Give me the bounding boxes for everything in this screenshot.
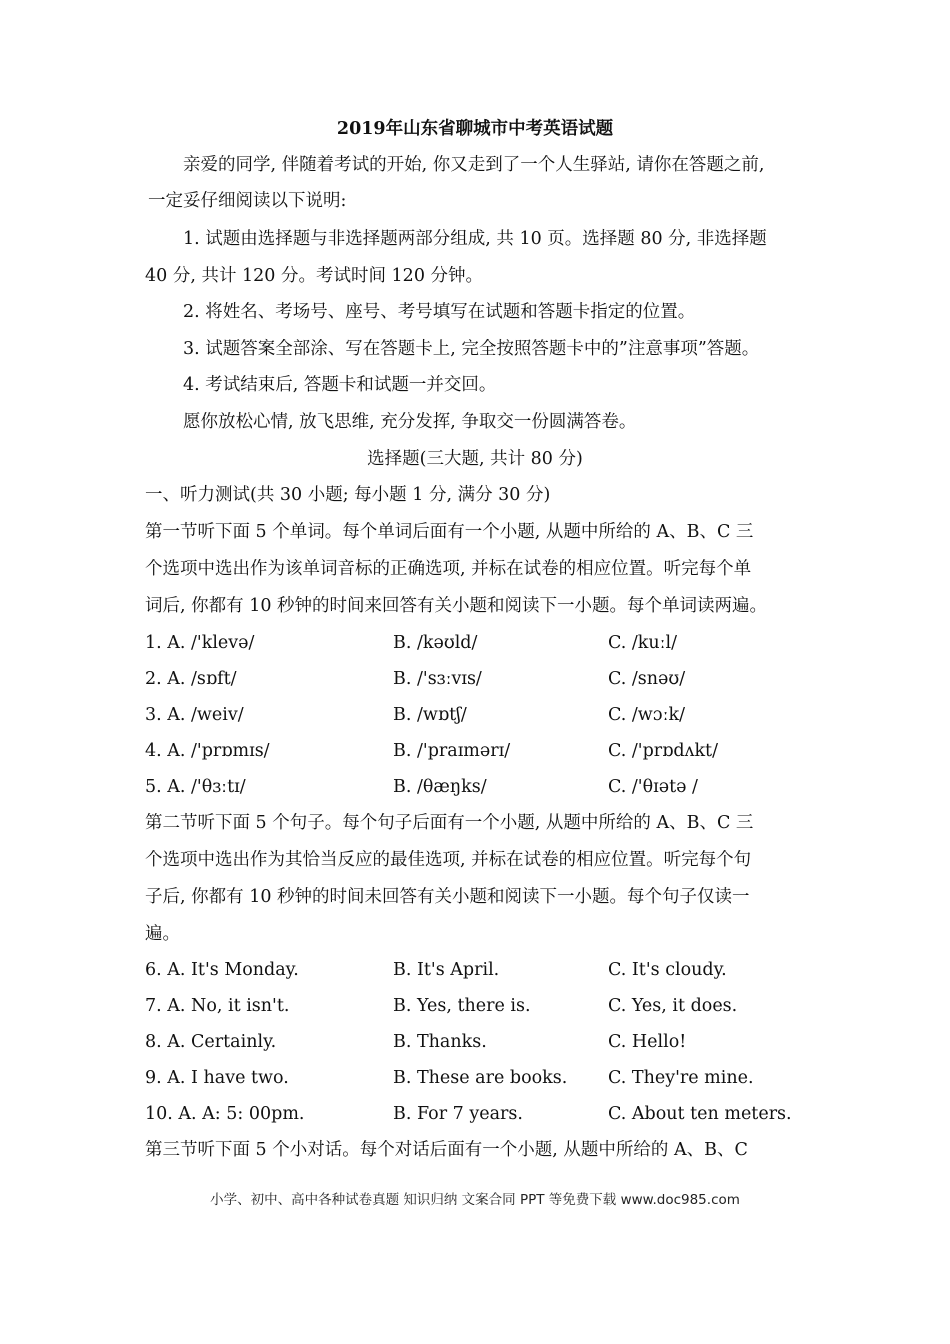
option-b: B. /kəʊld/	[393, 633, 478, 653]
sec1-line-1: 第一节听下面 5 个单词。每个单词后面有一个小题, 从题中所给的 A、B、C 三	[145, 522, 754, 542]
question-row	[145, 958, 825, 982]
instruction-1-line-2: 40 分, 共计 120 分。考试时间 120 分钟。	[145, 266, 484, 286]
option-a: 4. A. /'prɒmɪs/	[145, 741, 270, 761]
option-c: C. About ten meters.	[608, 1104, 792, 1124]
question-row	[145, 667, 825, 691]
instruction-2: 2. 将姓名、考场号、座号、考号填写在试题和答题卡指定的位置。	[183, 302, 696, 322]
footer-link[interactable]: 小学、初中、高中各种试卷真题 知识归纳 文案合同 PPT 等免费下载 www.doc985.com	[210, 1192, 740, 1208]
question-row	[145, 631, 825, 655]
question-row	[145, 703, 825, 727]
option-c: C. Hello!	[608, 1032, 687, 1052]
sec1-line-2: 个选项中选出作为该单词音标的正确选项, 并标在试卷的相应位置。听完每个单	[145, 559, 752, 579]
option-b: B. Thanks.	[393, 1032, 487, 1052]
option-b: B. These are books.	[393, 1068, 568, 1088]
option-c: C. /kuːl/	[608, 633, 678, 653]
option-b: B. /wɒtʃ/	[393, 705, 467, 725]
option-c: C. /'prɒdʌkt/	[608, 741, 718, 761]
instruction-1-line-1: 1. 试题由选择题与非选择题两部分组成, 共 10 页。选择题 80 分, 非选择题	[183, 229, 767, 249]
option-a: 1. A. /'klevə/	[145, 633, 255, 653]
option-a: 10. A. A: 5: 00pm.	[145, 1104, 305, 1124]
sec2-line-1: 第二节听下面 5 个句子。每个句子后面有一个小题, 从题中所给的 A、B、C 三	[145, 813, 754, 833]
option-b: B. /'sɜːvɪs/	[393, 669, 482, 689]
option-a: 5. A. /'θɜːtɪ/	[145, 777, 246, 797]
question-row	[145, 1030, 825, 1054]
option-a: 9. A. I have two.	[145, 1068, 289, 1088]
question-row	[145, 775, 825, 799]
section-header: 选择题(三大题, 共计 80 分)	[367, 449, 583, 469]
option-c: C. Yes, it does.	[608, 996, 738, 1016]
question-row	[145, 994, 825, 1018]
wish-line: 愿你放松心情, 放飞思维, 充分发挥, 争取交一份圆满答卷。	[183, 412, 637, 432]
instruction-4: 4. 考试结束后, 答题卡和试题一并交回。	[183, 375, 497, 395]
question-row	[145, 739, 825, 763]
option-c: C. It's cloudy.	[608, 960, 727, 980]
option-b: B. For 7 years.	[393, 1104, 523, 1124]
sec2-line-4: 遍。	[145, 924, 180, 944]
option-b: B. It's April.	[393, 960, 500, 980]
part1-header: 一、听力测试(共 30 小题; 每小题 1 分, 满分 30 分)	[145, 485, 551, 505]
option-a: 7. A. No, it isn't.	[145, 996, 290, 1016]
option-c: C. /snəʊ/	[608, 669, 686, 689]
sec3-line-1: 第三节听下面 5 个小对话。每个对话后面有一个小题, 从题中所给的 A、B、C	[145, 1140, 748, 1160]
option-c: C. /wɔːk/	[608, 705, 685, 725]
page-title: 2019年山东省聊城市中考英语试题	[336, 119, 614, 139]
option-a: 6. A. It's Monday.	[145, 960, 299, 980]
option-c: C. /'θɪətə /	[608, 777, 698, 797]
option-a: 8. A. Certainly.	[145, 1032, 277, 1052]
option-b: B. /θæŋks/	[393, 777, 487, 797]
option-a: 2. A. /sɒft/	[145, 669, 237, 689]
sec2-line-2: 个选项中选出作为其恰当反应的最佳选项, 并标在试卷的相应位置。听完每个句	[145, 850, 752, 870]
option-b: B. Yes, there is.	[393, 996, 531, 1016]
intro-line-2: 一定妥仔细阅读以下说明:	[148, 191, 347, 211]
option-a: 3. A. /weiv/	[145, 705, 244, 725]
sec1-line-3: 词后, 你都有 10 秒钟的时间来回答有关小题和阅读下一小题。每个单词读两遍。	[145, 596, 768, 616]
question-row	[145, 1102, 825, 1126]
option-b: B. /'praɪmərɪ/	[393, 741, 511, 761]
intro-line-1: 亲爱的同学, 伴随着考试的开始, 你又走到了一个人生驿站, 请你在答题之前,	[183, 155, 765, 175]
instruction-3: 3. 试题答案全部涂、写在答题卡上, 完全按照答题卡中的”注意事项”答题。	[183, 339, 760, 359]
option-c: C. They're mine.	[608, 1068, 754, 1088]
question-row	[145, 1066, 825, 1090]
sec2-line-3: 子后, 你都有 10 秒钟的时间未回答有关小题和阅读下一小题。每个句子仅读一	[145, 887, 750, 907]
